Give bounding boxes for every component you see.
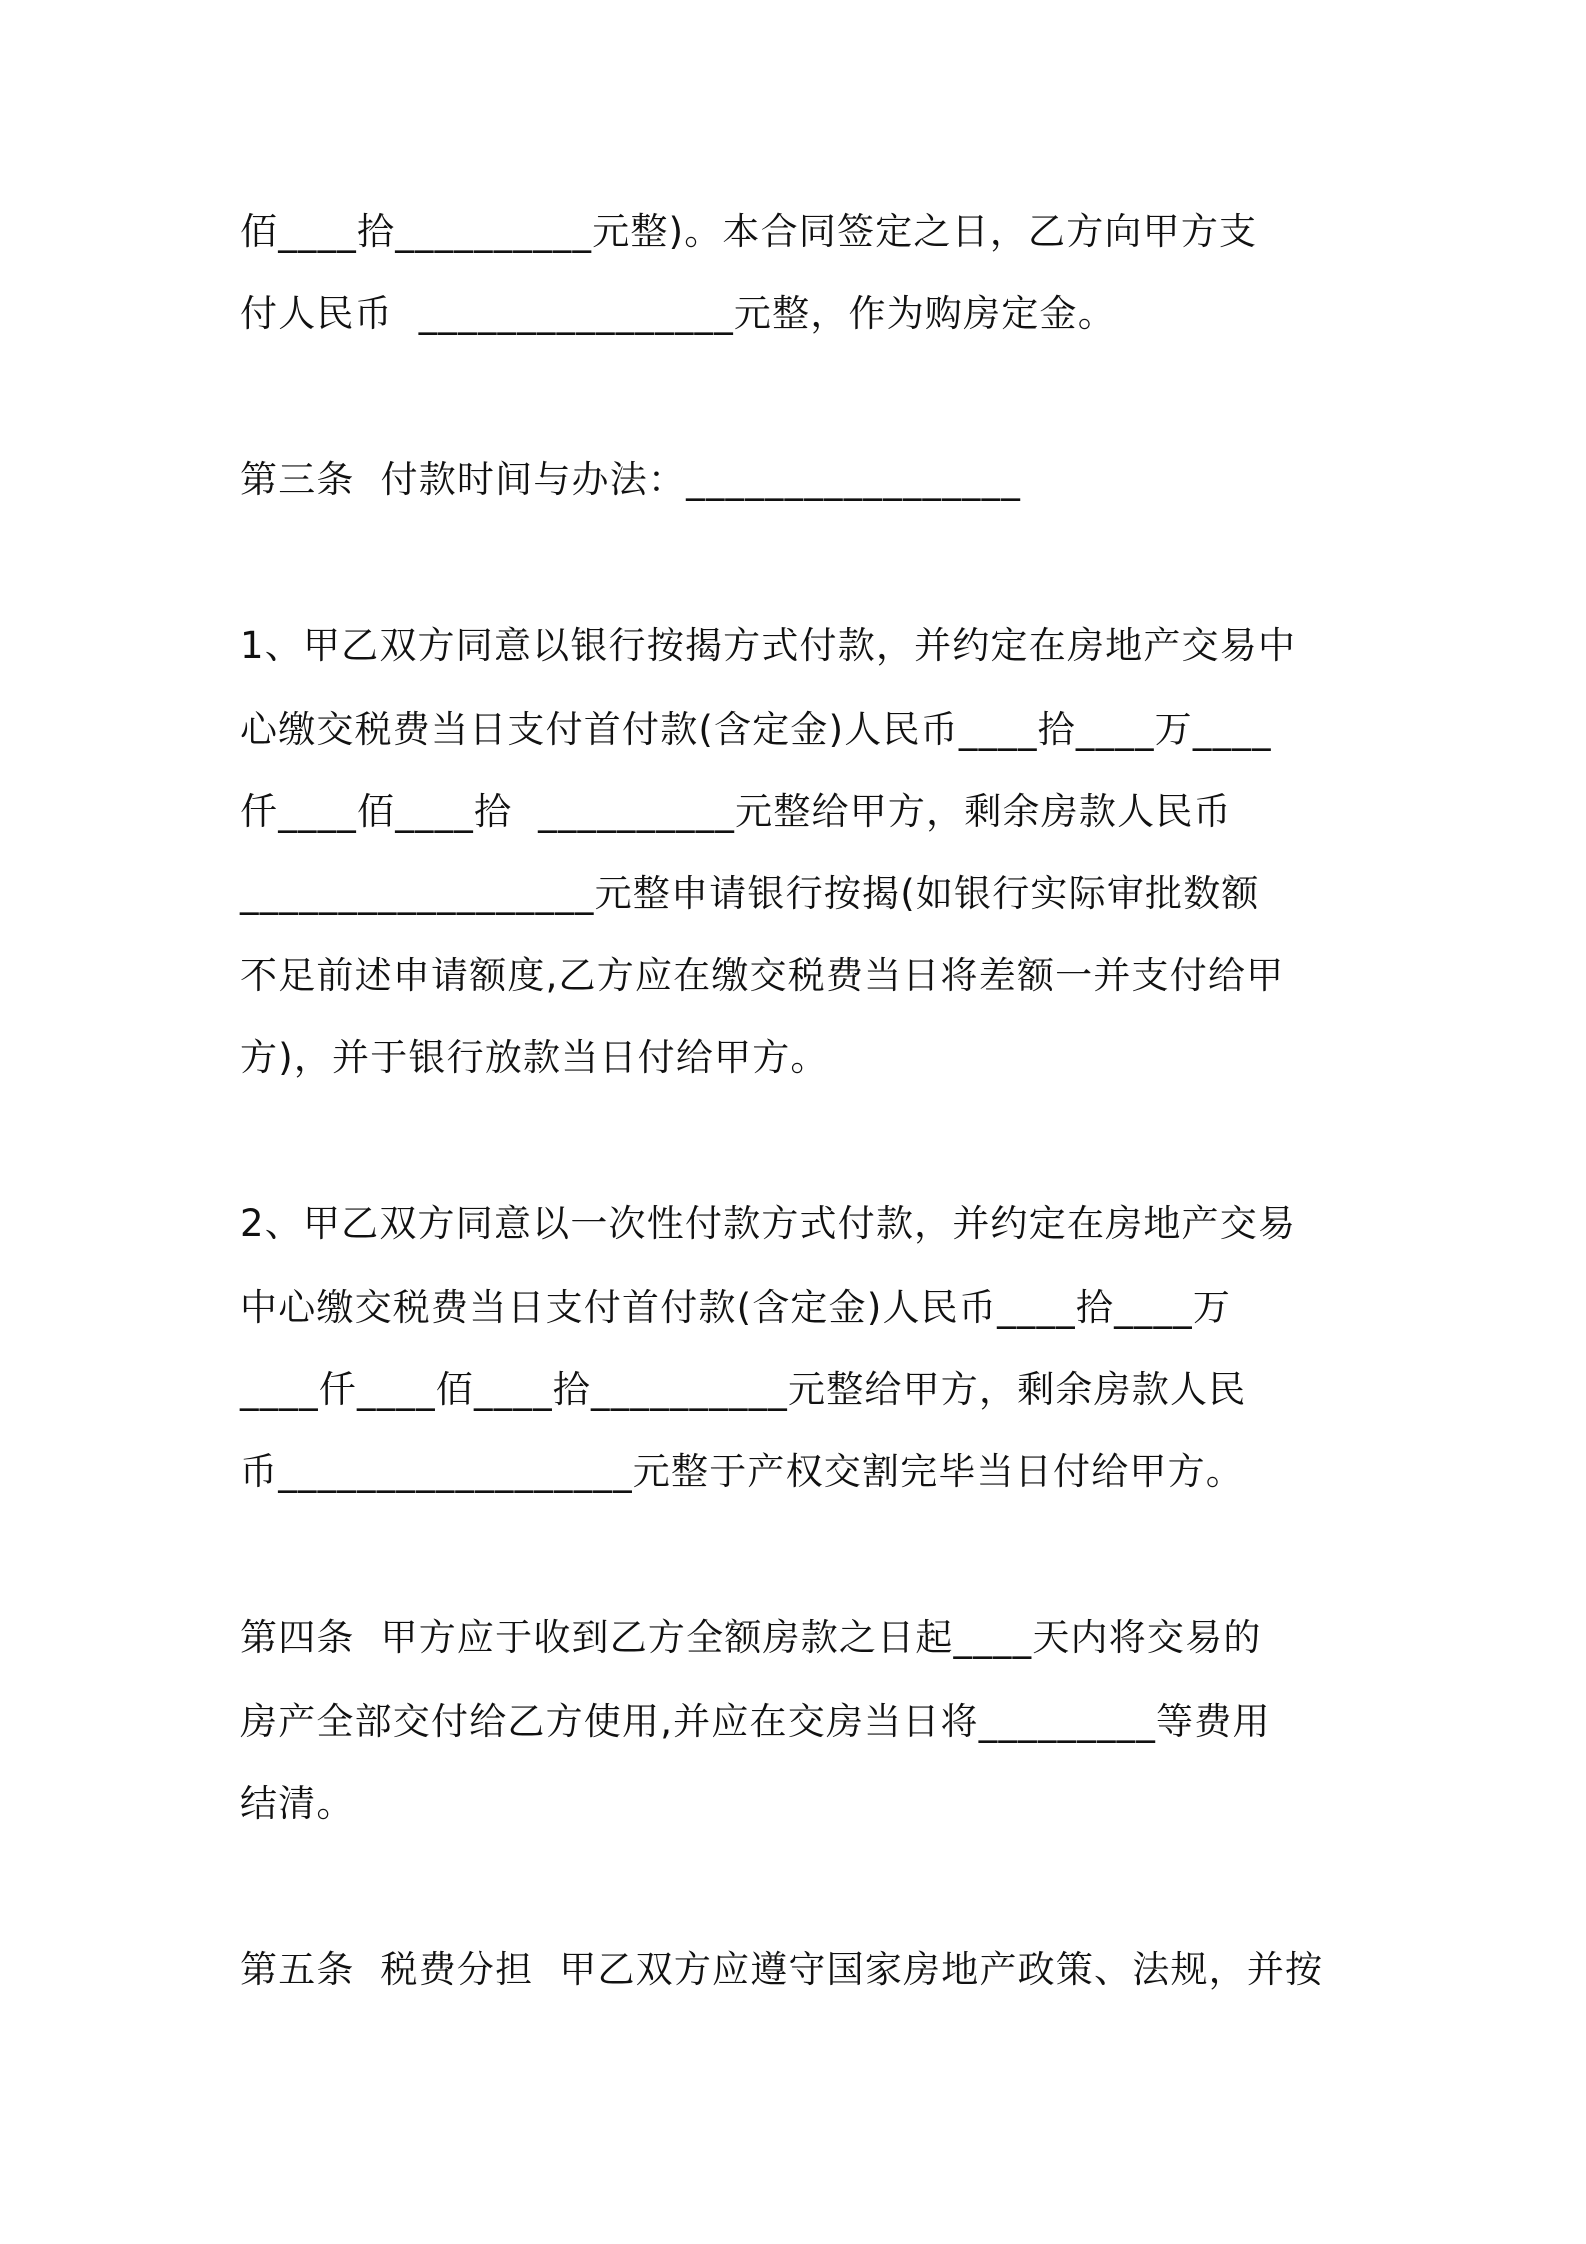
article-four-line-3: 结清。 bbox=[240, 1782, 355, 1825]
clause-two-line-3: ____仟____佰____拾__________元整给甲方，剩余房款人民 bbox=[240, 1368, 1247, 1411]
clause-two-line-2: 中心缴交税费当日支付首付款(含定金)人民币____拾____万 bbox=[240, 1286, 1232, 1329]
clause-one-line-1: 1、甲乙双方同意以银行按揭方式付款，并约定在房地产交易中 bbox=[240, 624, 1297, 667]
clause-one-line-6: 方)，并于银行放款当日付给甲方。 bbox=[240, 1036, 829, 1079]
clause-one-line-5: 不足前述申请额度,乙方应在缴交税费当日将差额一并支付给甲 bbox=[240, 954, 1285, 997]
clause-one-line-2: 心缴交税费当日支付首付款(含定金)人民币____拾____万____ bbox=[240, 708, 1272, 751]
clause-two-line-4: 币__________________元整于产权交割完毕当日付给甲方。 bbox=[240, 1450, 1244, 1493]
clause-two-line-1: 2、甲乙双方同意以一次性付款方式付款，并约定在房地产交易 bbox=[240, 1202, 1297, 1245]
clause-one-line-4: __________________元整申请银行按揭(如银行实际审批数额 bbox=[240, 872, 1260, 915]
article-five-line-1: 第五条 税费分担 甲乙双方应遵守国家房地产政策、法规，并按 bbox=[240, 1948, 1324, 1991]
article-four-line-2: 房产全部交付给乙方使用,并应在交房当日将_________等费用 bbox=[240, 1700, 1271, 1743]
clause-one-line-3: 仟____佰____拾 __________元整给甲方，剩余房款人民币 bbox=[240, 790, 1232, 833]
article-four-line-1: 第四条 甲方应于收到乙方全额房款之日起____天内将交易的 bbox=[240, 1616, 1262, 1659]
deposit-line-2: 付人民币 ________________元整，作为购房定金。 bbox=[240, 292, 1116, 335]
article-three-heading: 第三条 付款时间与办法：_________________ bbox=[240, 458, 1022, 501]
deposit-line-1: 佰____拾__________元整)。本合同签定之日，乙方向甲方支 bbox=[240, 210, 1258, 253]
